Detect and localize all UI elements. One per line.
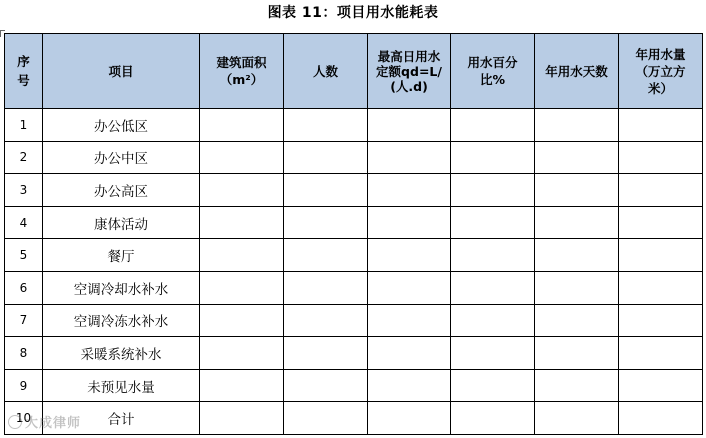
cell-days (535, 271, 619, 304)
row-item-name: 餐厅 (43, 239, 200, 272)
header-item: 项目 (43, 34, 200, 109)
cell-people (284, 271, 368, 304)
cell-area (200, 141, 284, 174)
table-row (5, 206, 703, 239)
cell-annual-volume (619, 271, 703, 304)
row-item-name: 空调冷却水补水 (43, 271, 200, 304)
table-row (5, 239, 703, 272)
row-item-name: 办公中区 (43, 141, 200, 174)
cell-days (535, 206, 619, 239)
table-row (5, 304, 703, 337)
cell-percent (451, 304, 535, 337)
cell-quota (368, 174, 451, 207)
cell-percent (451, 402, 535, 435)
cell-people (284, 369, 368, 402)
cell-area (200, 239, 284, 272)
cell-percent (451, 206, 535, 239)
table-row (5, 109, 703, 142)
header-people: 人数 (284, 34, 368, 109)
table-header-row (5, 34, 703, 109)
cell-annual-volume (619, 109, 703, 142)
cell-annual-volume (619, 174, 703, 207)
cell-area (200, 304, 284, 337)
cell-area (200, 174, 284, 207)
table-row (5, 369, 703, 402)
cell-quota (368, 206, 451, 239)
cell-annual-volume (619, 239, 703, 272)
watermark-logo-icon (8, 415, 22, 429)
row-index: 2 (5, 141, 43, 174)
row-index: 5 (5, 239, 43, 272)
table-row (5, 402, 703, 435)
header-days: 年用水天数 (535, 34, 619, 109)
cell-annual-volume (619, 337, 703, 370)
cell-annual-volume (619, 402, 703, 435)
row-item-name: 康体活动 (43, 206, 200, 239)
row-index: 9 (5, 369, 43, 402)
header-annual-volume: 年用水量（万立方米） (619, 34, 703, 109)
cell-quota (368, 141, 451, 174)
cell-days (535, 402, 619, 435)
row-index: 3 (5, 174, 43, 207)
header-index: 序号 (5, 34, 43, 109)
cell-percent (451, 337, 535, 370)
cell-people (284, 304, 368, 337)
row-index: 8 (5, 337, 43, 370)
cell-people (284, 402, 368, 435)
row-item-name: 未预见水量 (43, 369, 200, 402)
row-item-name: 办公高区 (43, 174, 200, 207)
cell-quota (368, 369, 451, 402)
cell-days (535, 109, 619, 142)
table-row (5, 141, 703, 174)
cell-quota (368, 271, 451, 304)
cell-people (284, 239, 368, 272)
cell-quota (368, 337, 451, 370)
cell-percent (451, 271, 535, 304)
cell-annual-volume (619, 304, 703, 337)
water-consumption-table (4, 33, 703, 435)
cell-days (535, 239, 619, 272)
cell-annual-volume (619, 141, 703, 174)
cell-people (284, 206, 368, 239)
cell-area (200, 337, 284, 370)
row-index: 1 (5, 109, 43, 142)
cell-annual-volume (619, 369, 703, 402)
table-caption: 图表 11：项目用水能耗表 (267, 5, 439, 21)
cell-area (200, 271, 284, 304)
table-row (5, 337, 703, 370)
row-index: 6 (5, 271, 43, 304)
cell-percent (451, 239, 535, 272)
cell-days (535, 174, 619, 207)
row-index: 4 (5, 206, 43, 239)
cell-percent (451, 109, 535, 142)
watermark (8, 412, 81, 431)
cell-quota (368, 304, 451, 337)
cell-days (535, 337, 619, 370)
cell-people (284, 141, 368, 174)
cell-people (284, 337, 368, 370)
row-item-name: 采暖系统补水 (43, 337, 200, 370)
cell-people (284, 174, 368, 207)
header-quota: 最高日用水定额qd=L/(人.d) (368, 34, 451, 109)
cell-area (200, 206, 284, 239)
header-percent: 用水百分比% (451, 34, 535, 109)
cell-area (200, 369, 284, 402)
cell-days (535, 304, 619, 337)
cell-people (284, 109, 368, 142)
cell-days (535, 369, 619, 402)
cell-days (535, 141, 619, 174)
cell-percent (451, 369, 535, 402)
cell-annual-volume (619, 206, 703, 239)
row-index: 10 (5, 402, 43, 435)
row-item-name: 空调冷冻水补水 (43, 304, 200, 337)
cell-area (200, 109, 284, 142)
row-item-name: 办公低区 (43, 109, 200, 142)
cell-quota (368, 109, 451, 142)
cell-quota (368, 239, 451, 272)
table-row (5, 174, 703, 207)
row-item-name: 合计 (43, 402, 200, 435)
cell-quota (368, 402, 451, 435)
cell-percent (451, 141, 535, 174)
watermark-text: 大成律师 (25, 416, 82, 431)
cell-area (200, 402, 284, 435)
header-area-label: 建筑面积（m²） (216, 55, 267, 87)
cell-percent (451, 174, 535, 207)
table-row (5, 271, 703, 304)
row-index: 7 (5, 304, 43, 337)
header-area (200, 34, 284, 109)
